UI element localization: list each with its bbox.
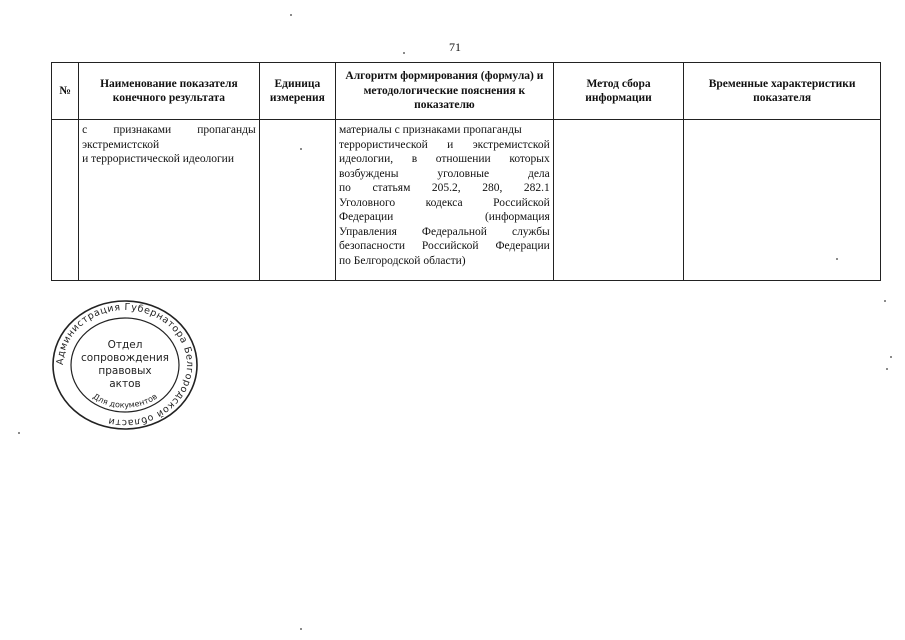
scan-speck bbox=[403, 52, 405, 54]
algorithm-line: Управления Федеральной службы bbox=[339, 225, 550, 238]
header-indicator-name: Наименование показателя конечного результата bbox=[79, 63, 260, 120]
cell-unit bbox=[259, 120, 335, 281]
name-line: экстремистской bbox=[82, 138, 160, 151]
name-line: и террористической идеологии bbox=[82, 153, 234, 165]
scan-speck bbox=[18, 432, 20, 434]
scan-speck bbox=[290, 14, 292, 16]
algorithm-line: идеологии, в отношении которых bbox=[339, 153, 550, 165]
indicator-table bbox=[51, 62, 881, 281]
cell-collection-method bbox=[553, 120, 683, 281]
header-unit: Единица измерения bbox=[259, 63, 335, 120]
algorithm-line: по статьям 205.2, 280, 282.1 bbox=[339, 182, 550, 194]
scan-speck bbox=[884, 300, 886, 302]
header-number: № bbox=[52, 63, 79, 120]
stamp-outer-text: Администрация Губернатора Белгородской области bbox=[54, 301, 196, 429]
scan-speck bbox=[886, 368, 888, 370]
cell-indicator-name bbox=[79, 120, 260, 281]
table-row bbox=[52, 120, 881, 281]
algorithm-line: Федерации (информация bbox=[339, 211, 550, 223]
cell-algorithm bbox=[336, 120, 554, 281]
header-collection-method: Метод сбора информации bbox=[553, 63, 683, 120]
algorithm-line: Уголовного кодекса Российской bbox=[339, 196, 550, 209]
header-time-characteristics: Временные характеристики показателя bbox=[684, 63, 881, 120]
cell-number bbox=[52, 120, 79, 281]
table-header-row bbox=[52, 63, 881, 120]
office-stamp bbox=[50, 298, 200, 432]
algorithm-line: по Белгородской области) bbox=[339, 254, 466, 267]
name-line: с признаками пропаганды bbox=[82, 124, 256, 136]
stamp-center-line: сопровождения bbox=[81, 352, 169, 364]
stamp-center-line: правовых bbox=[98, 365, 152, 377]
algorithm-line: материалы с признаками пропаганды bbox=[339, 124, 522, 136]
stamp-center bbox=[50, 298, 200, 432]
cell-time-characteristics bbox=[684, 120, 881, 281]
stamp-center-line: Отдел bbox=[107, 339, 143, 351]
algorithm-line: террористической и экстремистской bbox=[339, 138, 550, 151]
stamp-center-line: актов bbox=[109, 378, 141, 390]
scan-speck bbox=[300, 148, 302, 150]
algorithm-line: безопасности Российской Федерации bbox=[339, 240, 550, 252]
header-algorithm: Алгоритм формирования (формула) и методологические пояснения к показателю bbox=[336, 63, 554, 120]
scan-speck bbox=[836, 258, 838, 260]
scan-speck bbox=[300, 628, 302, 630]
stamp-inner-text: Для документов bbox=[91, 391, 159, 410]
algorithm-line: возбуждены уголовные дела bbox=[339, 167, 550, 180]
page-number: 71 bbox=[449, 40, 461, 54]
scan-speck bbox=[890, 356, 892, 358]
